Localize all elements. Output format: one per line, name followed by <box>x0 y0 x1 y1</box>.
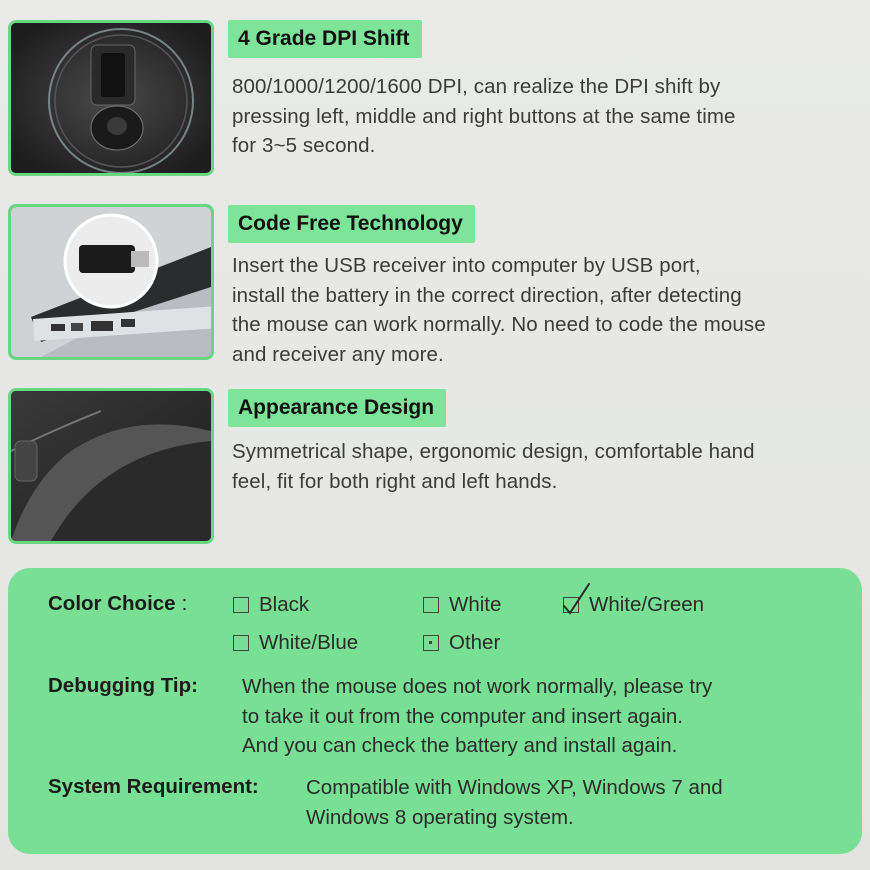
checkbox-icon[interactable] <box>233 635 249 651</box>
checkbox-checked-icon[interactable] <box>563 597 579 613</box>
color-choice-label <box>48 592 187 616</box>
feature-title: Code Free Technology <box>228 205 475 243</box>
feature-description <box>232 437 862 496</box>
color-option-label: Black <box>259 593 310 616</box>
color-option-white-blue[interactable] <box>233 631 358 655</box>
description-line: the mouse can work normally. No need to code the mouse <box>232 313 766 336</box>
mouse-top-photo-icon <box>11 23 211 173</box>
system-line: Windows 8 operating system. <box>306 805 574 829</box>
checkmark-icon <box>561 582 591 616</box>
feature-title: 4 Grade DPI Shift <box>228 20 422 58</box>
color-option-white-green[interactable] <box>563 593 704 617</box>
debugging-tip-label: Debugging Tip: <box>48 674 198 697</box>
color-option-label: Other <box>449 631 501 654</box>
color-option-white[interactable] <box>423 593 501 617</box>
system-line: Compatible with Windows XP, Windows 7 and <box>306 776 723 799</box>
color-option-other[interactable] <box>423 631 500 655</box>
checkbox-icon[interactable] <box>423 597 439 613</box>
laptop-usb-photo <box>8 204 214 360</box>
description-line: Symmetrical shape, ergonomic design, comfortable hand <box>232 440 755 463</box>
debugging-line: When the mouse does not work normally, please try <box>242 675 713 698</box>
color-option-label: White/Green <box>589 593 705 616</box>
checkbox-icon[interactable] <box>233 597 249 613</box>
description-line: install the battery in the correct direction, after detecting <box>232 283 742 307</box>
description-line: 800/1000/1200/1600 DPI, can realize the DPI shift by <box>232 75 721 98</box>
description-line: and receiver any more. <box>232 342 444 366</box>
feature-description <box>232 72 862 161</box>
feature-description <box>232 251 862 369</box>
debugging-tip-text <box>242 672 712 761</box>
description-line: for 3~5 second. <box>232 134 376 157</box>
color-option-black[interactable] <box>233 593 309 617</box>
description-line: feel, fit for both right and left hands. <box>232 469 558 493</box>
system-requirement-label: System Requirement: <box>48 775 259 798</box>
dpi-button-photo <box>8 20 214 176</box>
color-choice-colon: : <box>181 592 188 615</box>
description-line: Insert the USB receiver into computer by USB port, <box>232 254 701 277</box>
mouse-side-closeup-icon <box>11 391 211 541</box>
system-requirement-text <box>306 773 723 832</box>
mouse-side-photo <box>8 388 214 544</box>
laptop-usb-receiver-icon <box>11 207 211 357</box>
debugging-line: to take it out from the computer and insert again. <box>242 704 683 728</box>
color-choice-label-text: Color Choice <box>48 592 176 615</box>
color-option-label: White/Blue <box>259 631 359 654</box>
color-option-label: White <box>449 593 502 616</box>
checkbox-icon[interactable] <box>423 635 439 651</box>
feature-title: Appearance Design <box>228 389 446 427</box>
description-line: pressing left, middle and right buttons at the same time <box>232 104 736 128</box>
debugging-line: And you can check the battery and install again. <box>242 734 678 757</box>
spec-panel <box>8 568 862 854</box>
